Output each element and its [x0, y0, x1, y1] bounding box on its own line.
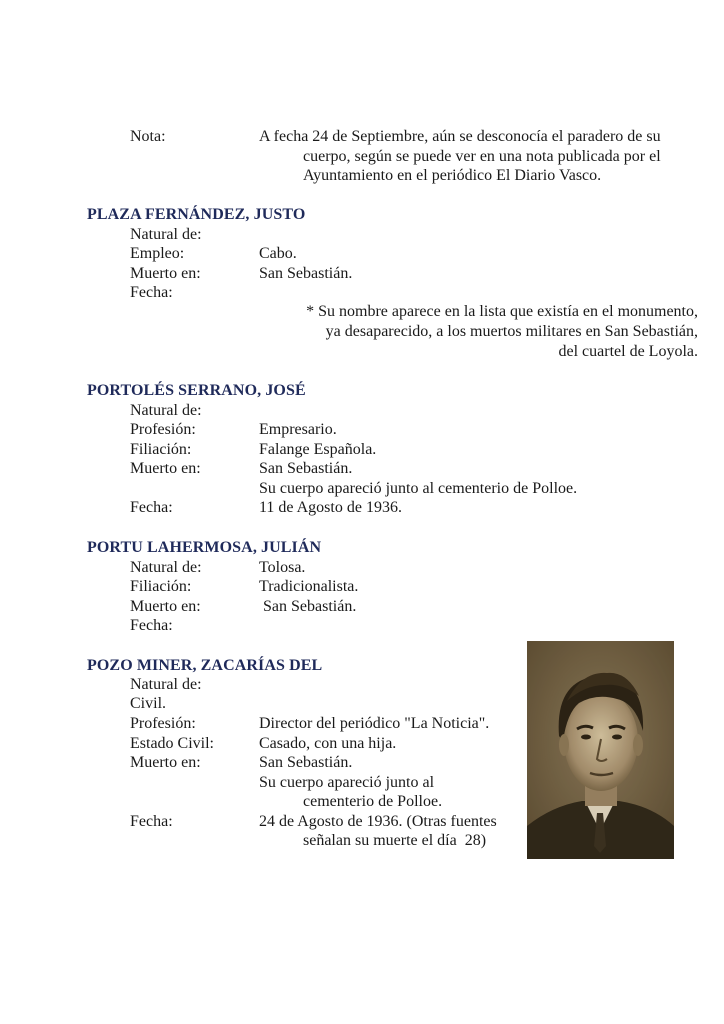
entry-row [130, 440, 700, 460]
portrait-photo [527, 641, 674, 859]
muerto-note: Su cuerpo apareció junto al cementerio de Polloe. [259, 480, 578, 497]
nota-row [130, 127, 700, 147]
muerto-value: San Sebastián. [259, 754, 353, 771]
entry-row [130, 264, 700, 284]
entry-row [130, 577, 700, 597]
entry-row [130, 283, 700, 303]
plaza-note-line-3: del cuartel de Loyola. [558, 343, 698, 360]
entry-row [130, 459, 700, 479]
nota-label: Nota: [130, 128, 166, 145]
entry-name-portu: PORTU LAHERMOSA, JULIÁN [87, 539, 322, 556]
filiacion-value: Tradicionalista. [259, 578, 359, 595]
fecha-value-line-2: señalan su muerte el día 28) [303, 832, 487, 849]
profesion-label: Profesión: [130, 421, 196, 438]
entry-row [130, 225, 700, 245]
entry-name-pozo: POZO MINER, ZACARÍAS DEL [87, 657, 323, 674]
muerto-value: San Sebastián. [259, 460, 353, 477]
profesion-label: Profesión: [130, 715, 196, 732]
fecha-label: Fecha: [130, 499, 173, 516]
nota-row-3 [130, 166, 700, 186]
entry-row [130, 558, 700, 578]
entry-row [130, 498, 700, 518]
estado-civil-value: Casado, con una hija. [259, 735, 397, 752]
nota-row-2 [130, 147, 700, 167]
fecha-value: 11 de Agosto de 1936. [259, 499, 402, 516]
nota-text-line-1: A fecha 24 de Septiembre, aún se desconocía el paradero de su [259, 128, 661, 145]
filiacion-label: Filiación: [130, 441, 192, 458]
fecha-label: Fecha: [130, 284, 173, 301]
civil-label: Civil. [130, 695, 167, 712]
empleo-value: Cabo. [259, 245, 297, 262]
entry-name-portoles: PORTOLÉS SERRANO, JOSÉ [87, 382, 306, 399]
natural-label: Natural de: [130, 559, 202, 576]
entry-row [130, 597, 700, 617]
filiacion-label: Filiación: [130, 578, 192, 595]
nota-text-line-2: cuerpo, según se puede ver en una nota publicada por el [303, 148, 661, 165]
entry-row [130, 244, 700, 264]
empleo-label: Empleo: [130, 245, 185, 262]
entry-name-plaza: PLAZA FERNÁNDEZ, JUSTO [87, 206, 306, 223]
muerto-note-line-1: Su cuerpo apareció junto al [259, 774, 435, 791]
fecha-value-line-1: 24 de Agosto de 1936. (Otras fuentes [259, 813, 497, 830]
fecha-label: Fecha: [130, 617, 173, 634]
portrait-photo-image [527, 641, 674, 859]
fecha-label: Fecha: [130, 813, 173, 830]
muerto-label: Muerto en: [130, 265, 201, 282]
estado-civil-label: Estado Civil: [130, 735, 214, 752]
entry-row [130, 420, 700, 440]
plaza-note-line-2: ya desaparecido, a los muertos militares en San Sebastián, [325, 323, 698, 340]
natural-label: Natural de: [130, 676, 202, 693]
filiacion-value: Falange Española. [259, 441, 377, 458]
profesion-value: Director del periódico "La Noticia". [259, 715, 490, 732]
plaza-note-line-1: * Su nombre aparece en la lista que existía en el monumento, [306, 303, 698, 320]
entry-row [130, 616, 700, 636]
profesion-value: Empresario. [259, 421, 337, 438]
muerto-label: Muerto en: [130, 460, 201, 477]
muerto-label: Muerto en: [130, 598, 201, 615]
natural-value: Tolosa. [259, 559, 306, 576]
natural-label: Natural de: [130, 226, 202, 243]
nota-text-line-3: Ayuntamiento en el periódico El Diario Vasco. [303, 167, 602, 184]
entry-row [130, 479, 700, 499]
muerto-value: San Sebastián. [259, 265, 353, 282]
muerto-label: Muerto en: [130, 754, 201, 771]
muerto-value: San Sebastián. [259, 598, 357, 615]
muerto-note-line-2: cementerio de Polloe. [303, 793, 443, 810]
entry-row [130, 401, 700, 421]
natural-label: Natural de: [130, 402, 202, 419]
